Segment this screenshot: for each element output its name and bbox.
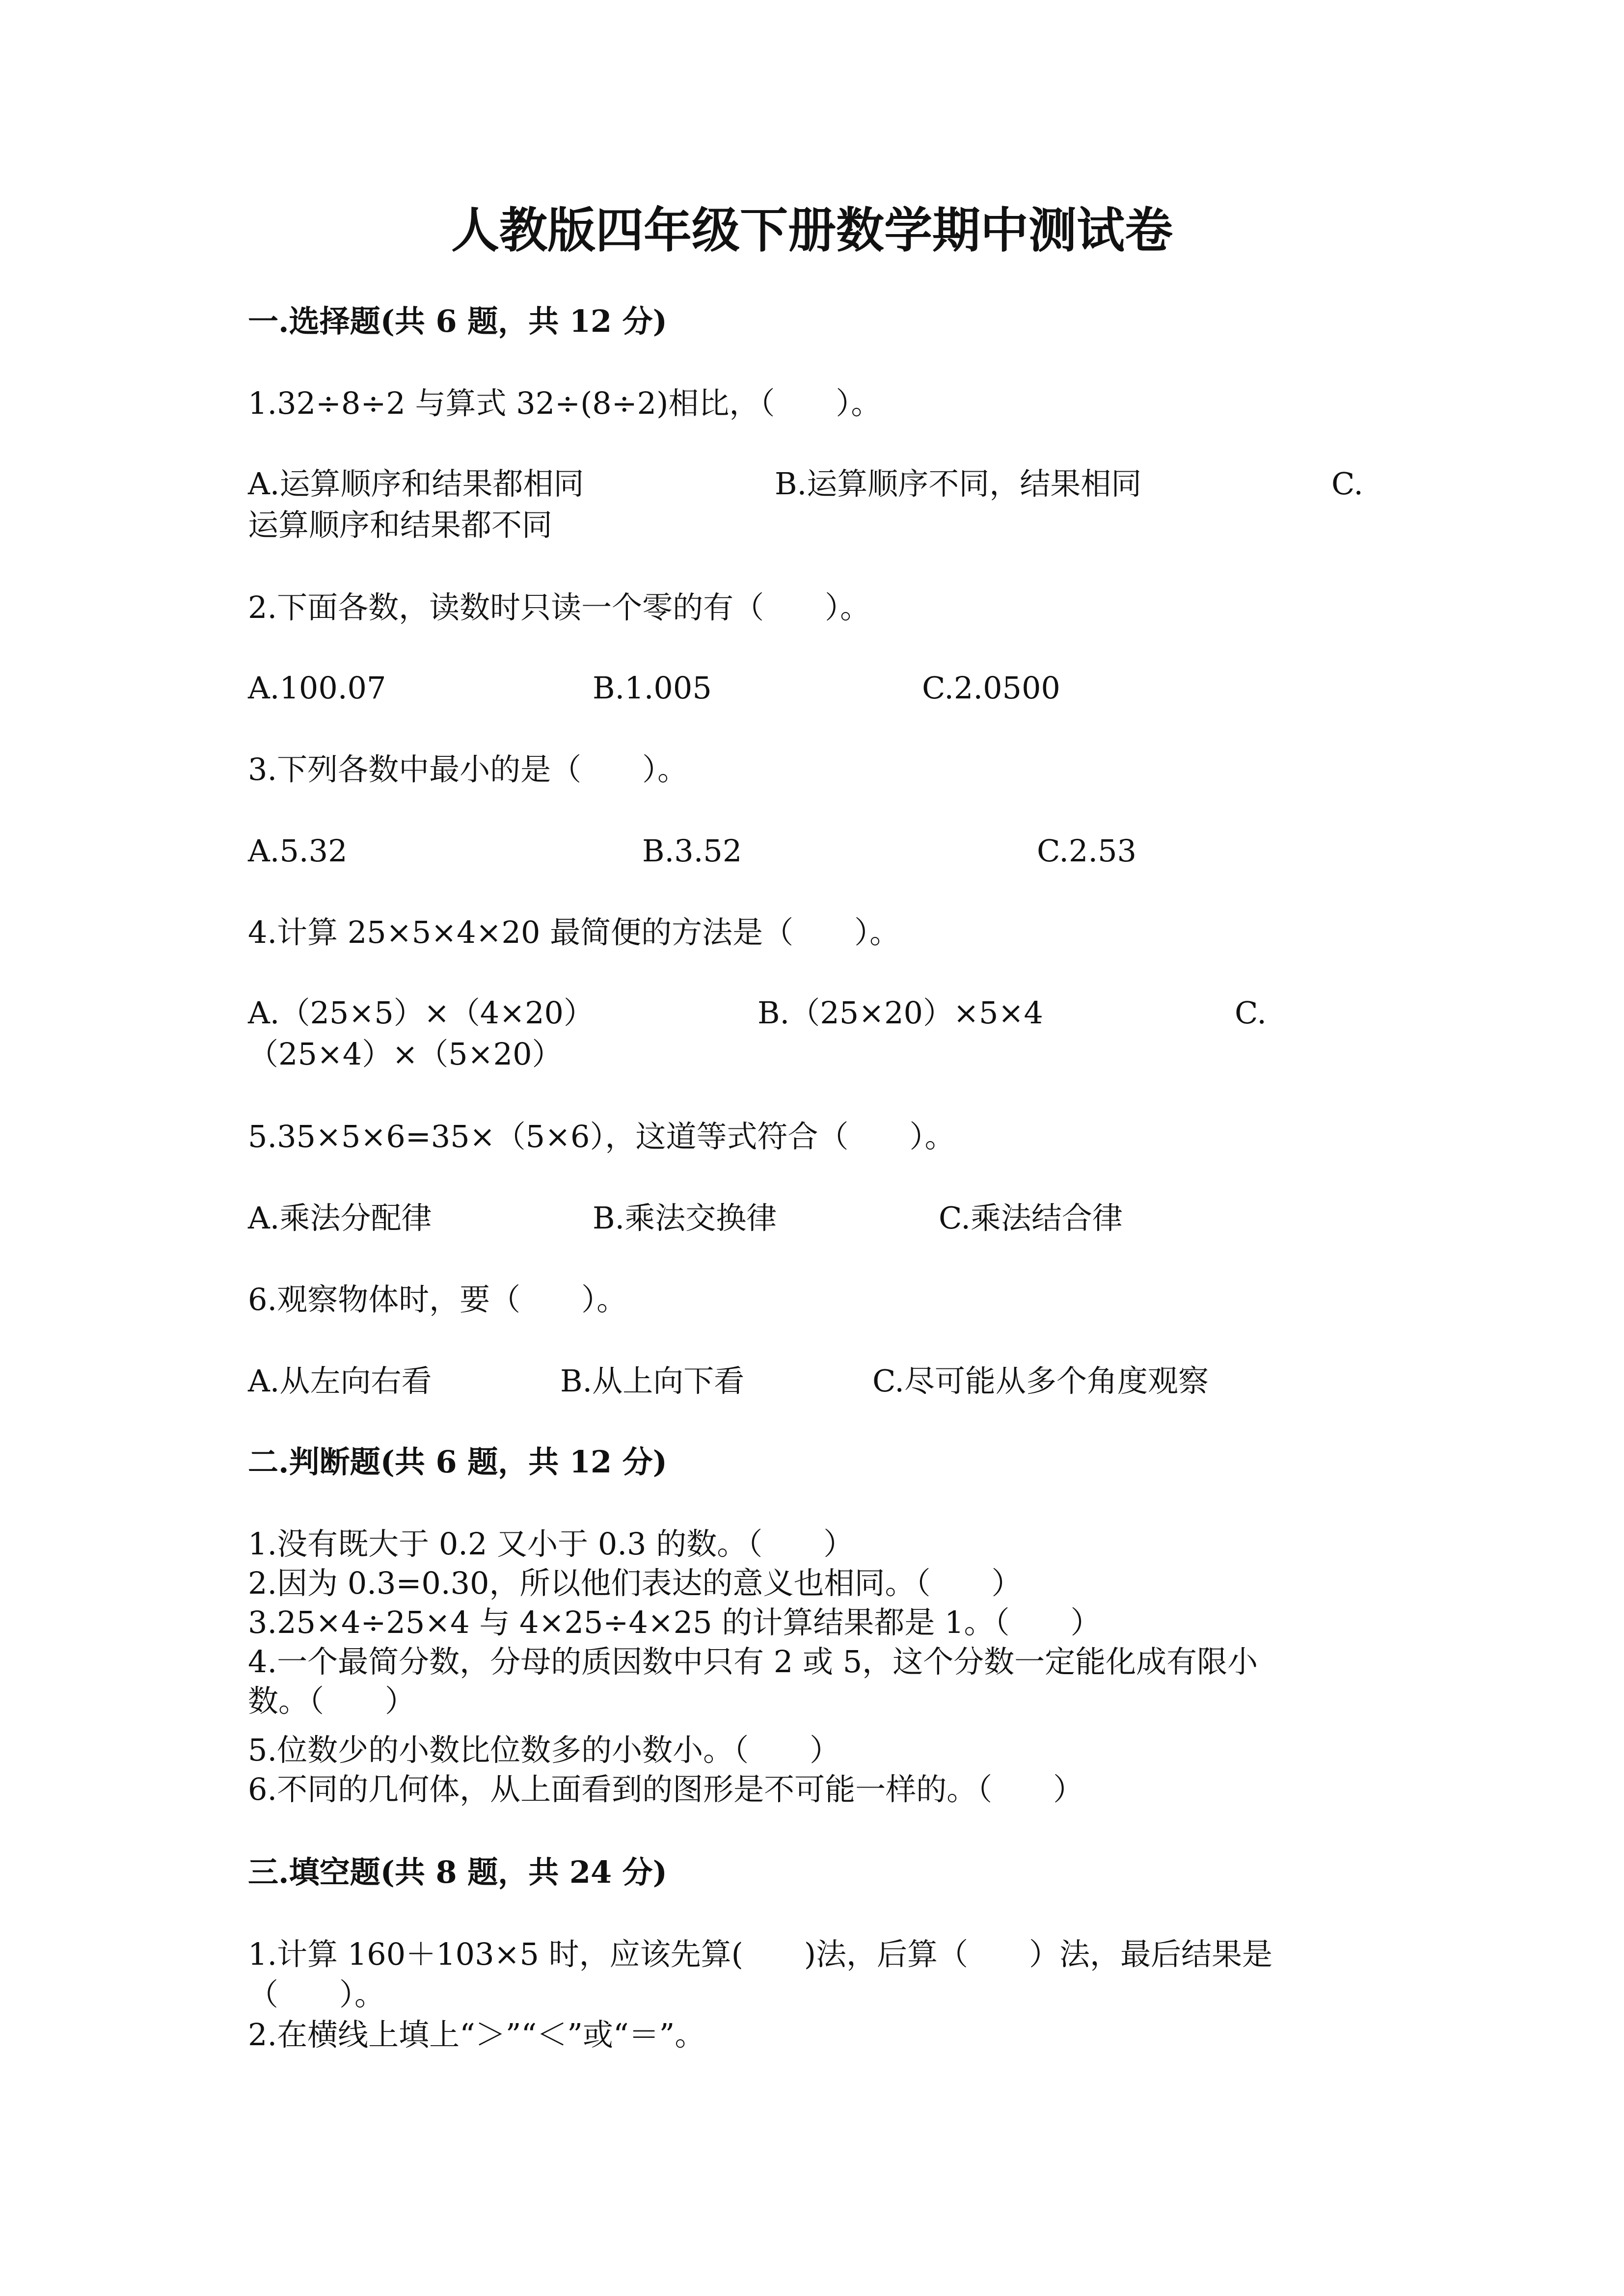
judgement-item: 1.没有既大于 0.2 又小于 0.3 的数。（ ） [248, 1526, 854, 1562]
option-a: A.5.32 [248, 833, 348, 869]
option-b: B.从上向下看 [560, 1363, 745, 1399]
section-heading-fill-blank: 三.填空题(共 8 题，共 24 分) [248, 1854, 668, 1890]
judgement-item: 4.一个最简分数，分母的质因数中只有 2 或 5，这个分数一定能化成有限小 [248, 1644, 1258, 1680]
option-a: A.乘法分配律 [248, 1200, 432, 1236]
option-b: B.运算顺序不同，结果相同 [775, 466, 1142, 502]
option-c: C.2.0500 [922, 670, 1060, 706]
option-a: A.（25×5）×（4×20） [248, 995, 595, 1031]
option-c-continuation: 运算顺序和结果都不同 [248, 507, 553, 543]
page-title: 人教版四年级下册数学期中测试卷 [451, 202, 1173, 259]
option-a: A.运算顺序和结果都相同 [248, 466, 584, 502]
option-a: A.100.07 [248, 670, 386, 706]
fill-blank-item: 2.在横线上填上“＞”“＜”或“＝”。 [248, 2017, 705, 2053]
option-b: B.3.52 [642, 833, 742, 869]
option-c: C. [1331, 466, 1363, 502]
question-stem: 2.下面各数，读数时只读一个零的有（ ）。 [248, 589, 871, 625]
fill-blank-item-continuation: （ ）。 [248, 1976, 385, 2012]
option-a: A.从左向右看 [248, 1363, 432, 1399]
judgement-item-continuation: 数。（ ） [248, 1683, 416, 1719]
judgement-item: 2.因为 0.3=0.30，所以他们表达的意义也相同。（ ） [248, 1565, 1022, 1601]
fill-blank-item: 1.计算 160＋103×5 时，应该先算( )法，后算（ ）法，最后结果是 [248, 1936, 1273, 1972]
question-stem: 5.35×5×6=35×（5×6），这道等式符合（ ）。 [248, 1119, 955, 1154]
section-heading-judgement: 二.判断题(共 6 题，共 12 分) [248, 1444, 668, 1480]
option-c-continuation: （25×4）×（5×20） [248, 1036, 563, 1072]
option-b: B.（25×20）×5×4 [758, 995, 1043, 1031]
question-stem: 3.下列各数中最小的是（ ）。 [248, 751, 688, 787]
option-c: C. [1235, 995, 1267, 1031]
option-c: C.乘法结合律 [939, 1200, 1123, 1236]
option-c: C.尽可能从多个角度观察 [872, 1363, 1209, 1399]
option-c: C.2.53 [1037, 833, 1137, 869]
question-stem: 6.观察物体时，要（ ）。 [248, 1281, 627, 1317]
option-b: B.乘法交换律 [593, 1200, 777, 1236]
question-stem: 1.32÷8÷2 与算式 32÷(8÷2)相比，（ ）。 [248, 385, 882, 421]
section-heading-choice: 一.选择题(共 6 题，共 12 分) [248, 303, 668, 339]
judgement-item: 3.25×4÷25×4 与 4×25÷4×25 的计算结果都是 1。（ ） [248, 1604, 1101, 1640]
judgement-item: 5.位数少的小数比位数多的小数小。（ ） [248, 1732, 840, 1768]
judgement-item: 6.不同的几何体，从上面看到的图形是不可能一样的。（ ） [248, 1771, 1084, 1807]
option-b: B.1.005 [593, 670, 712, 706]
question-stem: 4.计算 25×5×4×20 最简便的方法是（ ）。 [248, 914, 900, 950]
